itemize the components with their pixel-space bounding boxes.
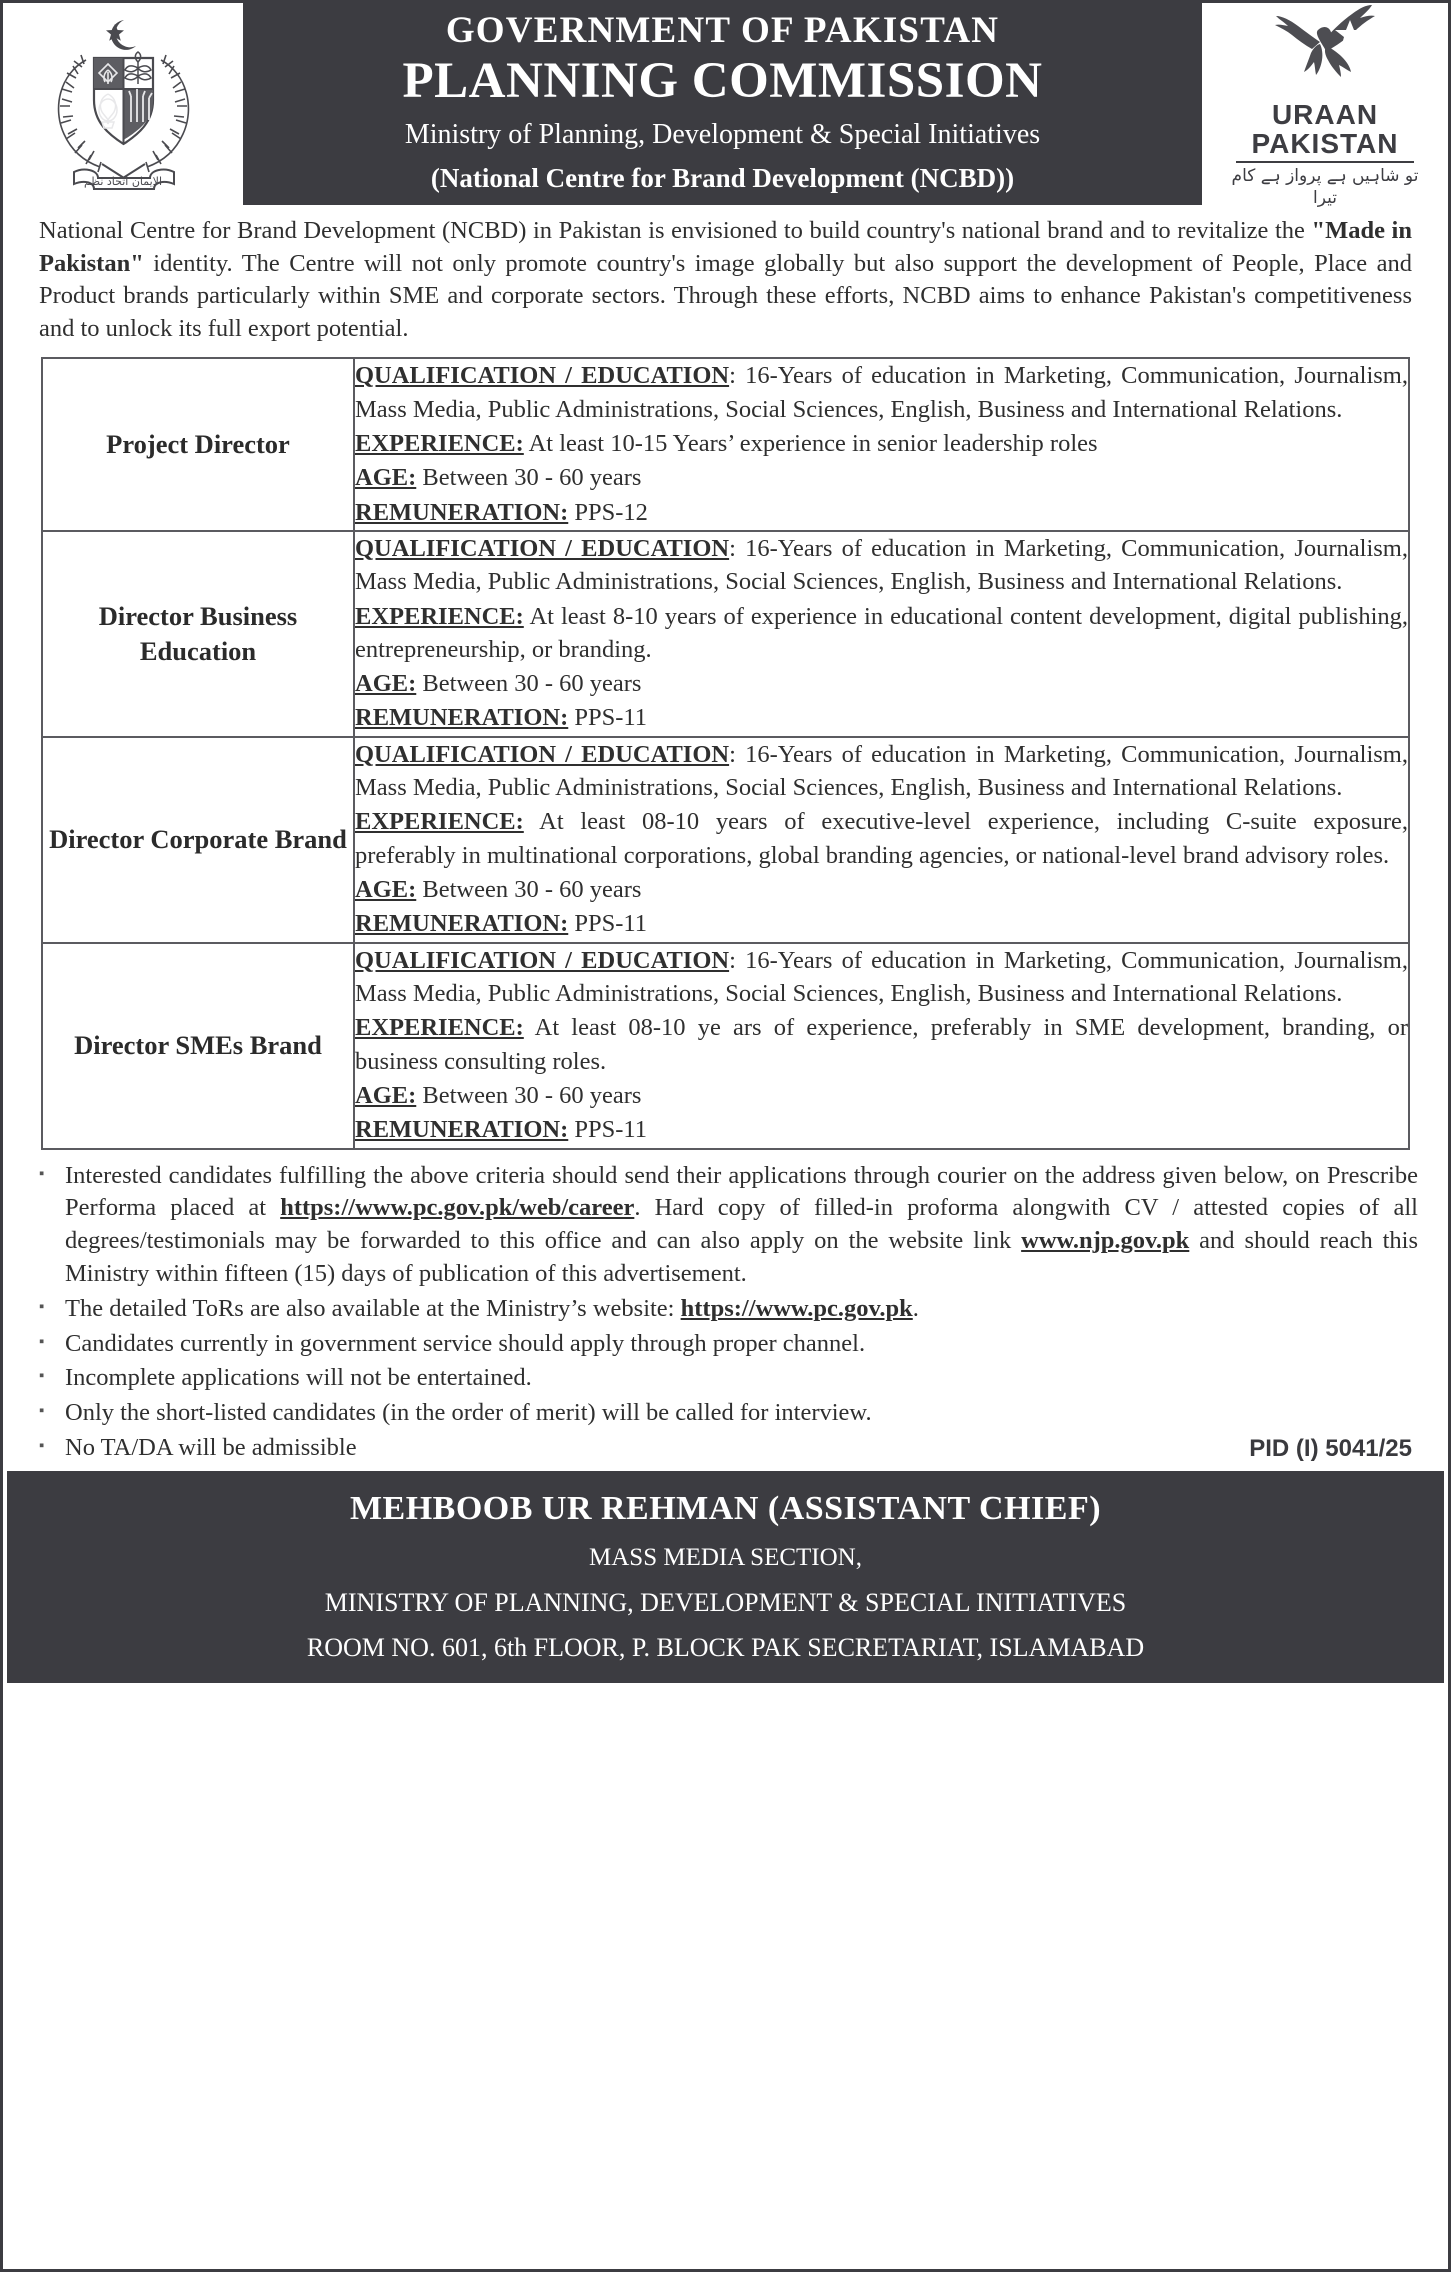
bullet-icon: ▪	[39, 1368, 45, 1385]
experience-text: At least 8-10 years of experience in educational content development, digital publishing, entrepreneurship, or branding.	[355, 602, 1408, 663]
bullet-icon: ▪	[39, 1438, 45, 1455]
age-line	[355, 1079, 1408, 1112]
contact-address: ROOM NO. 601, 6th FLOOR, P. BLOCK PAK SECRETARIAT, ISLAMABAD	[306, 1632, 1145, 1662]
note-text: Candidates currently in government service should apply through proper channel.	[65, 1329, 866, 1357]
note-text: Only the short-listed candidates (in the order of merit) will be called for interview.	[65, 1399, 872, 1427]
post-title-cell: Director SMEs Brand	[42, 943, 354, 1149]
experience-text: At least 08-10 years of executive-level experience, including C-suite exposure, preferably in multinational corporations, global branding agencies, or national-level brand advisory roles.	[355, 808, 1408, 869]
qualification-line	[355, 944, 1408, 1011]
list-item	[39, 1328, 1418, 1361]
age-label: AGE:	[355, 876, 417, 903]
experience-line	[355, 1011, 1408, 1078]
ministry-website-link[interactable]: https://www.pc.gov.pk	[680, 1294, 913, 1322]
remuneration-line	[355, 1113, 1408, 1146]
age-text: Between 30 - 60 years	[416, 670, 642, 698]
bullet-icon: ▪	[39, 1403, 45, 1420]
age-text: Between 30 - 60 years	[416, 1081, 642, 1109]
qualification-label: QUALIFICATION / EDUCATION	[355, 740, 730, 768]
njp-portal-link[interactable]: www.njp.gov.pk	[1021, 1227, 1190, 1255]
uraan-logo-urdu-tagline: تو شاہیں ہے پرواز ہے کام تیرا	[1231, 165, 1419, 209]
state-emblem-of-pakistan-icon	[36, 12, 211, 197]
note-text: Incomplete applications will not be entertained.	[65, 1364, 532, 1392]
experience-line	[355, 600, 1408, 667]
remuneration-text: PPS-12	[568, 498, 648, 526]
eagle-icon	[1250, 0, 1400, 94]
uraan-pakistan-logo-container	[1202, 3, 1448, 209]
remuneration-line	[355, 701, 1408, 734]
qualification-text: 16-Years of education in Marketing, Communication, Journalism, Mass Media, Public Administrations, Social Sciences, English, Business and International Relations.	[355, 362, 1408, 423]
remuneration-line	[355, 907, 1408, 940]
contact-person-name: MEHBOOB UR REHMAN (ASSISTANT CHIEF)	[349, 1489, 1102, 1527]
made-in-pakistan-phrase: "Made in Pakistan"	[39, 217, 1412, 277]
uraan-logo-line2: PAKISTAN	[1251, 128, 1399, 160]
bullet-icon: ▪	[39, 1298, 45, 1315]
notes-list	[3, 1150, 1448, 1471]
qualification-sep: :	[729, 362, 746, 390]
age-text: Between 30 - 60 years	[416, 876, 642, 903]
remuneration-text: PPS-11	[568, 704, 648, 732]
note-pre: Interested candidates fulfilling the above criteria should send their applications through courier on the address given below, on Prescribe Performa placed at	[65, 1161, 1418, 1222]
post-title-cell: Director Corporate Brand	[42, 737, 354, 943]
planning-commission-title: PLANNING COMMISSION	[402, 53, 1043, 110]
age-label: AGE:	[355, 670, 417, 698]
remuneration-label: REMUNERATION:	[355, 704, 569, 732]
experience-label: EXPERIENCE:	[355, 602, 524, 630]
experience-text: At least 10-15 Years’ experience in senior leadership roles	[523, 429, 1098, 457]
qualification-sep: :	[729, 740, 746, 768]
jobs-table	[41, 357, 1410, 1149]
post-title-cell: Project Director	[42, 358, 354, 531]
qualification-text: 16-Years of education in Marketing, Communication, Journalism, Mass Media, Public Administrations, Social Sciences, English, Business and International Relations.	[355, 740, 1408, 802]
note-text	[65, 1293, 1418, 1326]
remuneration-text: PPS-11	[568, 1116, 648, 1144]
page-footer	[7, 1471, 1444, 1683]
qualification-label: QUALIFICATION / EDUCATION	[355, 534, 730, 562]
post-detail-cell	[354, 358, 1409, 531]
qualification-sep: :	[729, 534, 746, 562]
table-row	[42, 737, 1409, 943]
post-detail-cell	[354, 531, 1409, 737]
post-detail-cell	[354, 737, 1409, 943]
qualification-line	[355, 532, 1408, 599]
list-item	[39, 1362, 1418, 1395]
uraan-logo-line1: URAAN	[1271, 98, 1379, 130]
svg-text:الايمان اتحاد نظم: الايمان اتحاد نظم	[83, 174, 162, 188]
experience-text: At least 08-10 ye ars of experience, preferably in SME development, branding, or business consulting roles.	[355, 1014, 1408, 1075]
contact-section: MASS MEDIA SECTION,	[589, 1544, 862, 1572]
intro-paragraph	[3, 205, 1448, 351]
intro-text-part1: National Centre for Brand Development (NCBD) in Pakistan is envisioned to build country's national brand and to revitalize the	[39, 217, 1312, 244]
remuneration-line	[355, 496, 1408, 529]
remuneration-label: REMUNERATION:	[355, 498, 569, 526]
qualification-text: 16-Years of education in Marketing, Communication, Journalism, Mass Media, Public Administrations, Social Sciences, English, Business and International Relations.	[355, 534, 1408, 596]
list-item	[39, 1397, 1418, 1430]
age-label: AGE:	[355, 1081, 417, 1109]
list-item	[39, 1160, 1418, 1291]
remuneration-label: REMUNERATION:	[355, 1116, 569, 1144]
uraan-logo-divider	[1236, 161, 1414, 163]
post-detail-cell	[354, 943, 1409, 1149]
note-post: and should reach this Ministry within fifteen (15) days of publication of this advertisement.	[65, 1227, 1418, 1287]
qualification-label: QUALIFICATION / EDUCATION	[355, 362, 730, 390]
experience-line	[355, 427, 1408, 460]
age-line	[355, 873, 1408, 906]
remuneration-text: PPS-11	[568, 910, 648, 938]
experience-label: EXPERIENCE:	[355, 808, 524, 836]
state-emblem-container	[3, 3, 243, 205]
page-header	[3, 3, 1448, 209]
remuneration-label: REMUNERATION:	[355, 910, 569, 938]
experience-label: EXPERIENCE:	[355, 429, 524, 457]
note-mid: .	[912, 1294, 919, 1322]
intro-text-part2: identity. The Centre will not only promote country's image globally but also support the development of People, Place and Product brands particularly within SME and corporate sectors. Through these efforts, NCBD aims to enhance Pakistan's competitiveness and to unlock its full export potential.	[39, 249, 1412, 342]
ncbd-subtitle: (National Centre for Brand Development (NCBD))	[430, 162, 1015, 193]
jobs-table-container	[3, 351, 1448, 1149]
table-row	[42, 358, 1409, 531]
contact-ministry: MINISTRY OF PLANNING, DEVELOPMENT & SPECIAL INITIATIVES	[324, 1587, 1127, 1617]
qualification-label: QUALIFICATION / EDUCATION	[355, 946, 730, 974]
qualification-line	[355, 738, 1408, 805]
pid-number: PID (I) 5041/25	[1249, 1434, 1412, 1462]
qualification-line	[355, 359, 1408, 426]
age-label: AGE:	[355, 464, 417, 492]
experience-line	[355, 805, 1408, 872]
note-pre: The detailed ToRs are also available at the Ministry’s website:	[65, 1294, 681, 1322]
list-item	[39, 1432, 1418, 1465]
ministry-subtitle: Ministry of Planning, Development & Special Initiatives	[404, 119, 1041, 151]
govt-of-pakistan-title: GOVERNMENT OF PAKISTAN	[445, 9, 1000, 51]
post-title-cell: Director Business Education	[42, 531, 354, 737]
age-line	[355, 461, 1408, 494]
header-title-block	[243, 3, 1202, 205]
bullet-icon: ▪	[39, 1333, 45, 1350]
note-text	[65, 1160, 1418, 1291]
experience-label: EXPERIENCE:	[355, 1014, 524, 1042]
qualification-text: 16-Years of education in Marketing, Communication, Journalism, Mass Media, Public Administrations, Social Sciences, English, Business and International Relations.	[355, 946, 1408, 1007]
age-line	[355, 667, 1408, 700]
list-item	[39, 1293, 1418, 1326]
age-text: Between 30 - 60 years	[416, 464, 642, 492]
note-text: No TA/DA will be admissible	[65, 1434, 357, 1462]
table-row	[42, 531, 1409, 737]
career-portal-link[interactable]: https://www.pc.gov.pk/web/career	[280, 1194, 635, 1222]
table-row	[42, 943, 1409, 1149]
bullet-icon: ▪	[39, 1165, 45, 1182]
qualification-sep: :	[729, 946, 746, 974]
note-mid: . Hard copy of filled-in proforma alongwith CV / attested copies of all degrees/testimonials may be forwarded to this office and can also apply on the website link	[65, 1194, 1418, 1255]
